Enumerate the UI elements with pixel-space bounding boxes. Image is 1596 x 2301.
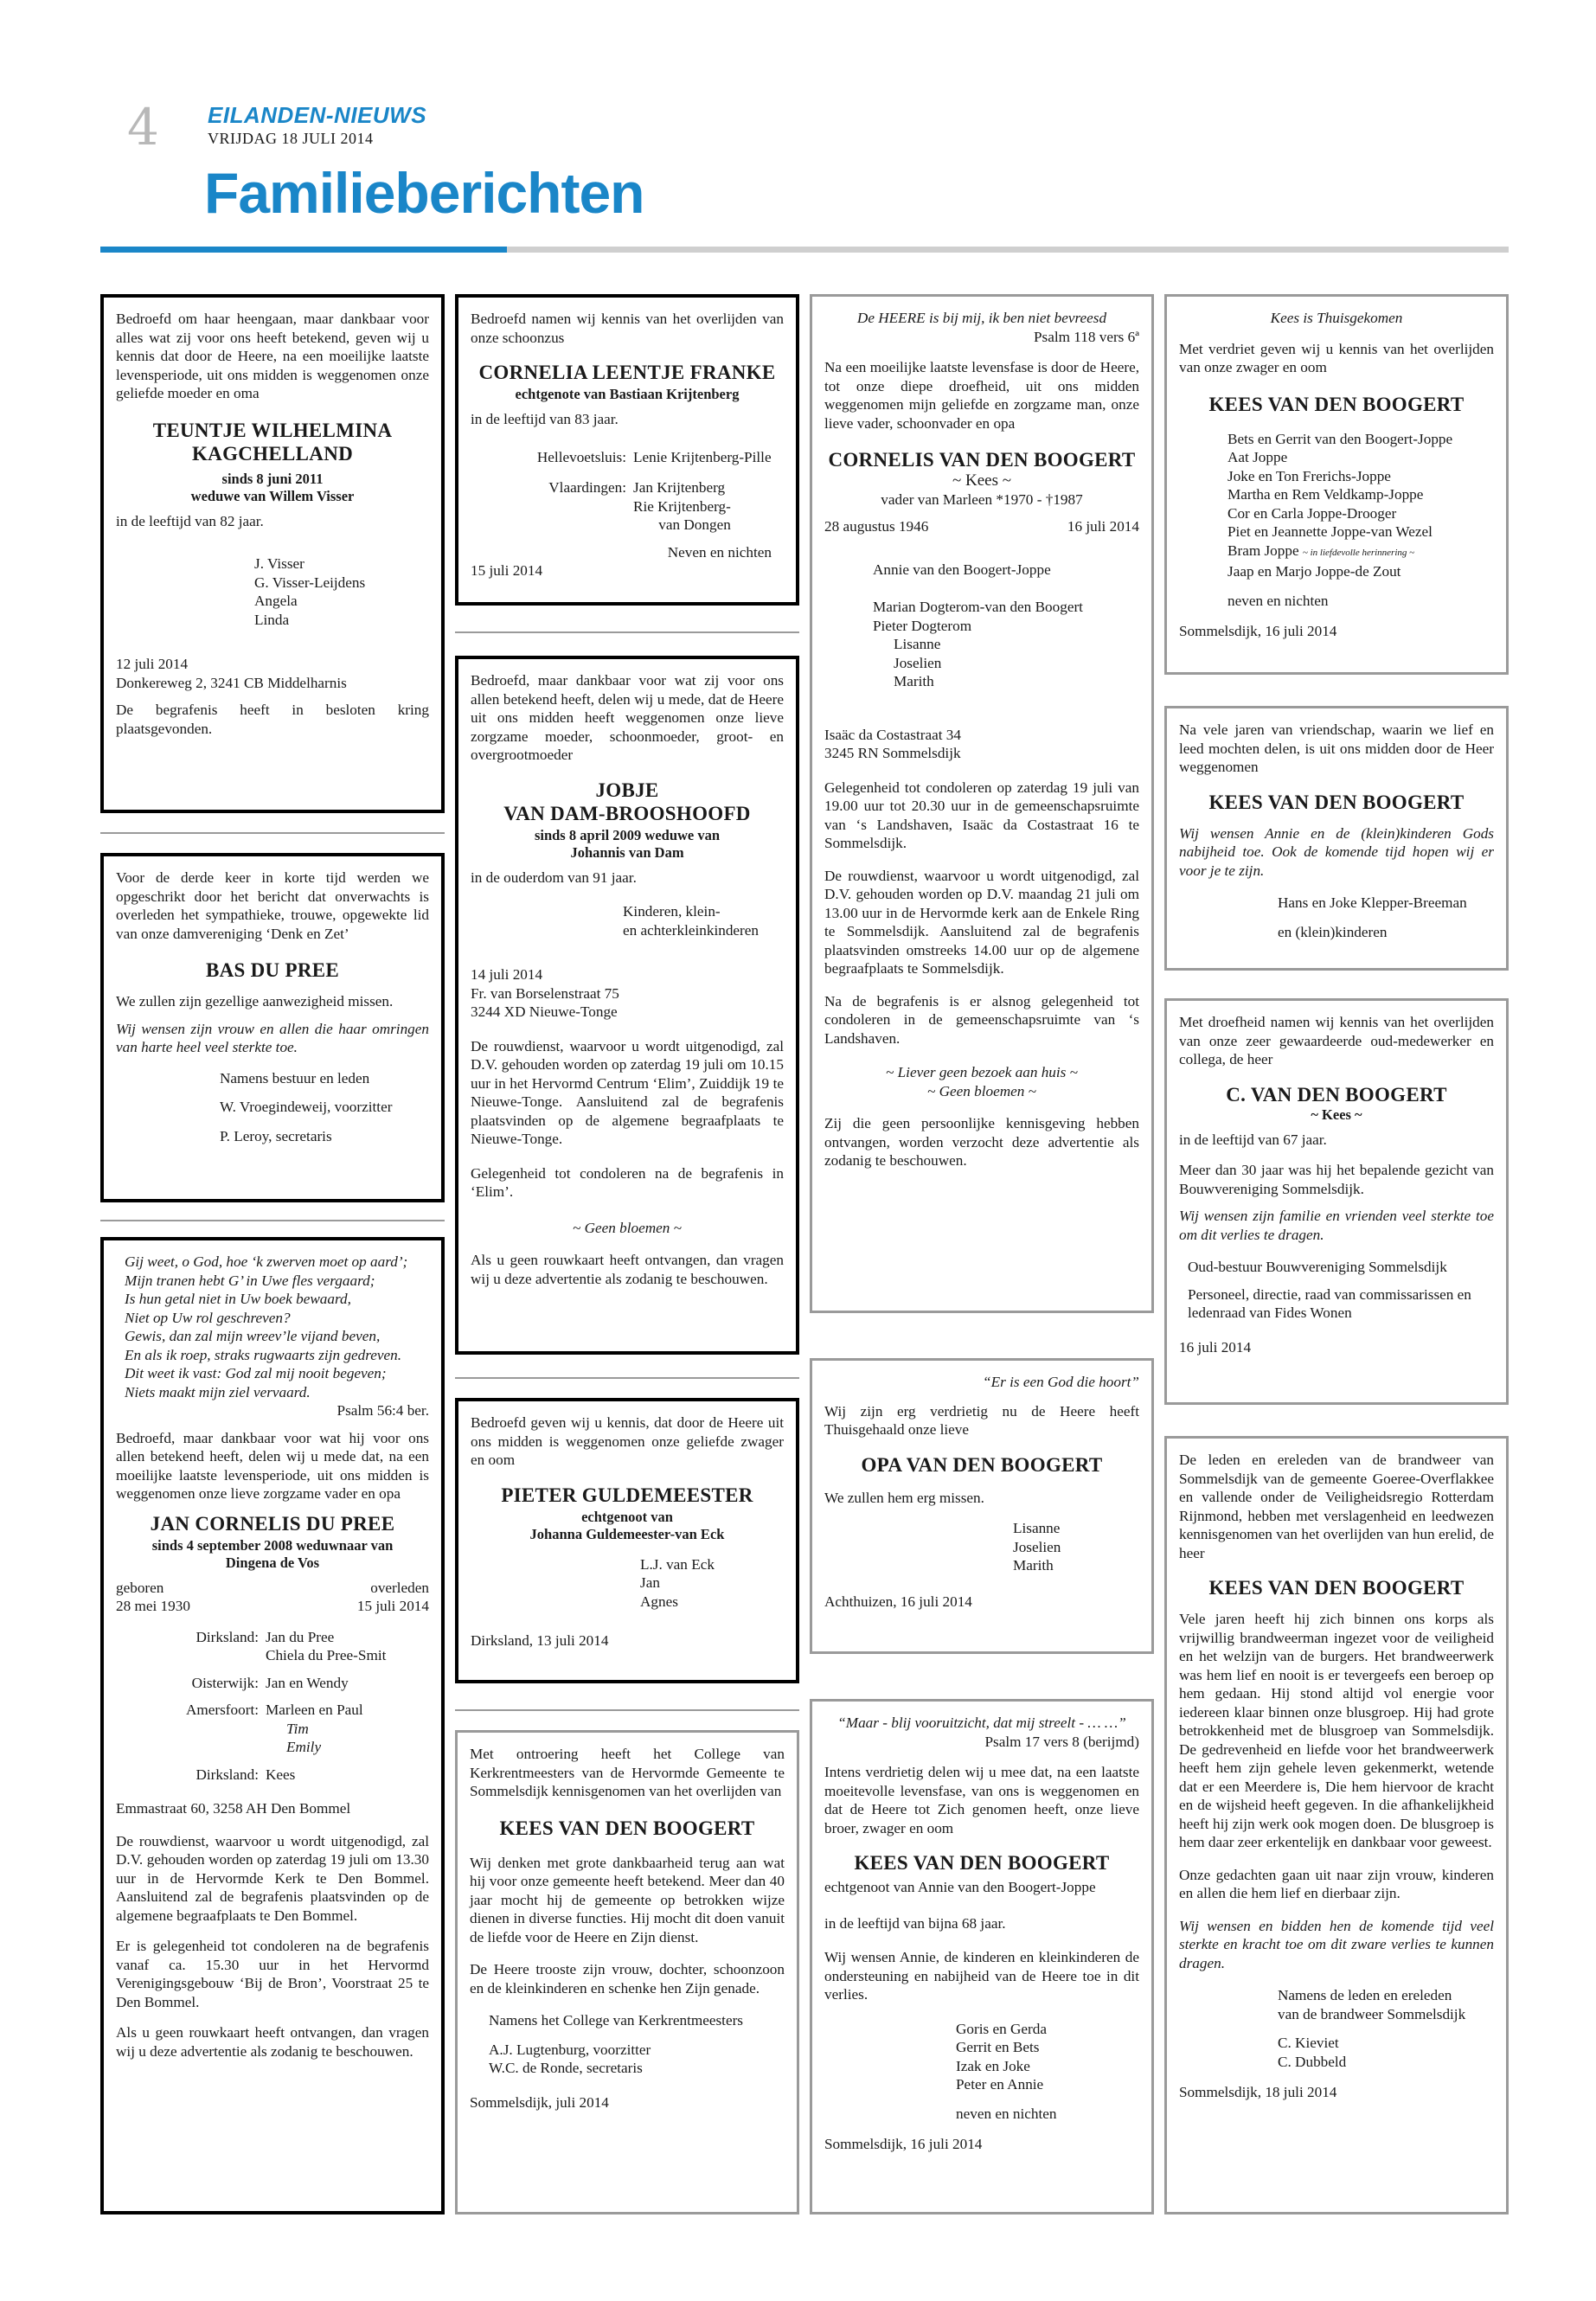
poem-line: Gewis, dan zal mijn wreev’le vijand beven,: [125, 1328, 381, 1344]
ad-address: 3245 RN Sommelsdijk: [824, 745, 961, 761]
family-member: en achterkleinkinderen: [623, 921, 759, 939]
ad-intro: De leden en ereleden van de brandweer van Sommelsdijk van de gemeente Goeree-Overflakkee en vallende onder de Veiligheidsregio Rotterdam Rijnmond, hebben met verslagenheid en leedwezen kennisgenomen van het overlijden van hun erelid, de heer: [1179, 1452, 1494, 1561]
ad-date: Dirksland, 13 juli 2014: [471, 1632, 609, 1649]
obituary-teuntje-kagchelland: [100, 294, 445, 813]
family-place: Dirksland:: [195, 1628, 259, 1645]
spouse-line: echtgenoot van: [581, 1508, 673, 1525]
spouse-line: echtgenoot van Annie van den Boogert-Joppe: [824, 1879, 1096, 1895]
age-line: in de ouderdom van 91 jaar.: [471, 868, 637, 886]
no-flowers: ~ Geen bloemen ~: [573, 1219, 682, 1236]
page-number: 4: [127, 98, 159, 157]
ad-date: Achthuizen, 16 juli 2014: [824, 1593, 972, 1610]
family-member: Lisanne: [894, 636, 941, 652]
ad-date: 15 juli 2014: [471, 562, 543, 579]
family-member: Rie Krijtenberg-: [633, 497, 731, 515]
family-member: G. Visser-Leijdens: [254, 574, 366, 591]
ad-intro: Bedroefd namen wij kennis van het overlijden van onze schoonzus: [471, 311, 784, 346]
family-place: Hellevoetsluis:: [536, 448, 626, 465]
ad-body: Vele jaren heeft hij zich binnen ons korps als vrijwillig brandweerman ingezet voor de veiligheid en het welzijn van de burgers. Het brandweerwerk was hem lief en nooit is er tevergeefs een beroep op hem gedaan. Hij stond altijd vol energie voor iedereen klaar binnen onze blusgroep. Hij had grote betrokkenheid met de blusgroep van Sommelsdijk. De gedrevenheid en liefde voor het brandweerwerk heeft hem zijn gehele leven gekenmerkt, wetende dat er een Meerdere is, Die hem hiervoor de kracht en de wijsheid heeft gegeven. In die afhankelijkheid heeft hij zijn werk ook mogen doen. De blusgroep is hem daar zeer erkentelijk en dankbaar voor geweest.: [1179, 1611, 1494, 1850]
ad-date: 12 juli 2014: [116, 656, 189, 672]
ad-address: Fr. van Borselenstraat 75: [471, 984, 619, 1002]
ad-closing: De begrafenis heeft in besloten kring plaatsgevonden.: [116, 702, 429, 737]
ad-wish: Wij wensen en bidden hen de komende tijd veel sterkte en kracht toe om dit zware verlies te kunnen dragen.: [1179, 1917, 1494, 1971]
header-rule-grey: [507, 247, 1509, 253]
signature-name: C. Kieviet: [1278, 2035, 1339, 2051]
signature-line: P. Leroy, secretaris: [220, 1127, 332, 1144]
family-member: Pieter Dogterom: [873, 617, 972, 634]
poem-line: Mijn tranen hebt G’ in Uwe fles vergaard;: [125, 1272, 375, 1289]
family-member: Cor en Carla Joppe-Drooger: [1227, 504, 1397, 522]
obituary-cornelia-franke: [455, 294, 799, 606]
signature-line: W. Vroegindeweij, voorzitter: [220, 1099, 393, 1115]
signature-line: W.C. de Ronde, secretaris: [489, 2060, 643, 2076]
bible-quote: “Maar - blij vooruitzicht, dat mij streelt - … …”: [837, 1715, 1126, 1731]
ad-date: 14 juli 2014: [471, 966, 543, 983]
psalm-reference: Psalm 56:4 ber.: [337, 1402, 429, 1419]
bible-quote: De HEERE is bij mij, ik ben niet bevreesd: [856, 310, 1107, 326]
signature-line: Personeel, directie, raad van commissarissen en ledenraad van Fides Wonen: [1188, 1285, 1471, 1321]
family-member: Kees: [266, 1766, 296, 1783]
father-of: vader van Marleen *1970 - †1987: [881, 490, 1083, 508]
family-member: Jan Krijtenberg: [633, 479, 726, 496]
condolence-info: Gelegenheid tot condoleren na de begrafenis in ‘Elim’.: [471, 1164, 784, 1200]
family-member: Joselien: [894, 654, 942, 671]
family-member: Joke en Ton Frerichs-Joppe: [1227, 467, 1391, 484]
ad-wish: Wij wensen Annie en de (klein)kinderen Gods nabijheid toe. Ook de komende tijd hopen wij er voor je te zijn.: [1179, 824, 1494, 879]
died-date: 15 juli 2014: [356, 1598, 429, 1614]
ad-line: We zullen zijn gezellige aanwezigheid missen.: [116, 993, 394, 1009]
obituary-kees-broer: [810, 1699, 1154, 2214]
died-label: overleden: [370, 1579, 429, 1596]
deceased-name: CORNELIS VAN DEN BOOGERT: [828, 449, 1136, 471]
deceased-name: KEES VAN DEN BOOGERT: [1208, 1577, 1465, 1599]
family-member: Izak en Joke: [956, 2057, 1030, 2074]
family-member: Jan du Pree: [266, 1628, 335, 1645]
family-member: Bram Joppe: [1227, 542, 1299, 559]
memory-note: ~ in liefdevolle herinnering ~: [1302, 547, 1415, 558]
ad-intro: Bedroefd geven wij u kennis, dat door de Heere uit ons midden is weggenomen onze geliefde zwager en oom: [471, 1414, 784, 1468]
family-member: Linda: [254, 611, 290, 628]
family-member: Lisanne: [1013, 1520, 1061, 1536]
deceased-name: JAN CORNELIS DU PREE: [150, 1512, 395, 1535]
family-member: Kinderen, klein-: [623, 903, 721, 920]
issue-date: VRIJDAG 18 JULI 2014: [208, 130, 374, 147]
separator: [455, 631, 799, 633]
separator: [455, 1709, 799, 1711]
deceased-name: PIETER GULDEMEESTER: [501, 1484, 753, 1506]
ad-address: Emmastraat 60, 3258 AH Den Bommel: [116, 1800, 351, 1817]
deceased-name: KEES VAN DEN BOOGERT: [499, 1817, 755, 1839]
obituary-bas-du-pree: [100, 853, 445, 1202]
signature-line: A.J. Lugtenburg, voorzitter: [489, 2041, 651, 2058]
ad-date: Sommelsdijk, 18 juli 2014: [1179, 2084, 1337, 2100]
ad-wish: Wij wensen Annie, de kinderen en kleinkinderen de ondersteuning en nabijheid van de Heere toe in dit verlies.: [824, 1949, 1139, 2003]
family-member: Marleen en Paul: [266, 1702, 363, 1718]
since-spouse: Johannis van Dam: [570, 843, 684, 861]
family-member: Aat Joppe: [1227, 449, 1288, 465]
family-member: Martha en Rem Veldkamp-Joppe: [1227, 486, 1424, 503]
signature-line: Oud-bestuur Bouwvereniging Sommelsdijk: [1188, 1259, 1447, 1275]
deceased-surname: VAN DAM-BROOSHOOFD: [503, 802, 751, 824]
signature-line: Hans en Joke Klepper-Breeman: [1278, 894, 1467, 911]
family-place: Dirksland:: [195, 1766, 259, 1783]
separator: [455, 1377, 799, 1379]
header-rule-blue: [100, 247, 507, 253]
bible-quote: Kees is Thuisgekomen: [1270, 310, 1403, 326]
poem-line: Gij weet, o God, hoe ‘k zwerven moet op aard’;: [125, 1253, 408, 1270]
condolence-info: Gelegenheid tot condoleren op zaterdag 19 juli van 19.00 uur tot 20.30 uur in de gemeenschapsruimte van ‘s Landshaven, Isaäc da Costastraat 16 te Sommelsdijk.: [824, 779, 1139, 851]
ad-address: 3244 XD Nieuwe-Tonge: [471, 1003, 618, 1020]
obituary-jobje-van-dam: [455, 656, 799, 1355]
age-line: in de leeftijd van 82 jaar.: [116, 512, 264, 529]
family-member: Bets en Gerrit van den Boogert-Joppe: [1227, 430, 1453, 447]
ad-address: Donkereweg 2, 3241 CB Middelharnis: [116, 674, 347, 691]
since-line: sinds 8 april 2009 weduwe van: [534, 826, 721, 843]
ad-intro: Wij zijn erg verdrietig nu de Heere heeft Thuisgehaald onze lieve: [824, 1402, 1139, 1438]
since-date: sinds 8 juni 2011: [221, 470, 324, 487]
no-visits: ~ Liever geen bezoek aan huis ~: [886, 1064, 1078, 1080]
obituary-cornelis-van-den-boogert: [810, 294, 1154, 1313]
ad-closing: Zij die geen persoonlijke kennisgeving hebben ontvangen, worden verzocht deze advertentie als zodanig te beschouwen.: [824, 1115, 1139, 1169]
poem-line: Is hun getal niet in Uw boek bewaard,: [125, 1291, 351, 1307]
widow-of: weduwe van Willem Visser: [190, 487, 355, 504]
nickname: ~ Kees ~: [952, 471, 1012, 490]
since-spouse: Dingena de Vos: [225, 1554, 320, 1571]
deceased-name: BAS DU PREE: [205, 959, 340, 981]
signature-name: C. Dubbeld: [1278, 2053, 1347, 2070]
family-member: Chiela du Pree-Smit: [266, 1647, 387, 1663]
ad-intro: Bedroefd om haar heengaan, maar dankbaar voor alles wat zij voor ons heeft betekend, geven wij u kennis dat door de Heere, na een moeilijke laatste levensperiode, uit ons midden is weggenomen onze geliefde moeder en oma: [116, 311, 429, 401]
obituary-opa-van-den-boogert: [810, 1358, 1154, 1654]
deceased-name: TEUNTJE WILHELMINA: [152, 419, 393, 441]
ad-wish: Wij wensen zijn vrouw en allen die haar omringen van harte heel veel sterkte toe.: [116, 1020, 429, 1055]
age-line: in de leeftijd van bijna 68 jaar.: [824, 1914, 1006, 1932]
family-member: L.J. van Eck: [640, 1555, 715, 1573]
deceased-name: KEES VAN DEN BOOGERT: [1208, 393, 1465, 415]
signature-line: Namens de leden en ereleden: [1278, 1987, 1452, 2003]
family-member: Jaap en Marjo Joppe-de Zout: [1227, 563, 1401, 580]
family-member: Annie van den Boogert-Joppe: [873, 561, 1051, 578]
poem-line: Dit weet ik vast: God zal mij nooit begeven;: [125, 1365, 387, 1381]
deceased-name: KEES VAN DEN BOOGERT: [1208, 791, 1465, 813]
spouse-name: Johanna Guldemeester-van Eck: [529, 1525, 725, 1542]
section-title: Familieberichten: [204, 161, 644, 225]
spouse-line: echtgenote van Bastiaan Krijtenberg: [515, 386, 740, 402]
ad-intro: Met verdriet geven wij u kennis van het overlijden van onze zwager en oom: [1179, 340, 1494, 375]
age-line: in de leeftijd van 83 jaar.: [471, 411, 619, 427]
ad-date: Sommelsdijk, juli 2014: [470, 2093, 609, 2111]
grandchild: Emily: [286, 1739, 322, 1755]
grandchild: Tim: [286, 1720, 309, 1737]
newspaper-logo: EILANDEN-NIEUWS: [208, 102, 427, 128]
ad-address: Isaäc da Costastraat 34: [824, 726, 961, 743]
age-line: in de leeftijd van 67 jaar.: [1179, 1131, 1327, 1148]
funeral-service: De rouwdienst, waarvoor u wordt uitgenodigd, zal D.V. gehouden worden op D.V. maandag 21 juli om 13.00 uur in de Hervormde kerk aan de Enkele Ring te Sommelsdijk. Aansluitend zal de begrafenis plaatsvinden omstreeks 14.00 uur op de algemene begraafplaats te Sommelsdijk.: [824, 867, 1139, 977]
poem-line: En als ik roep, straks rugwaarts zijn gedreven.: [125, 1346, 402, 1363]
psalm-reference: Psalm 17 vers 8 (berijmd): [984, 1733, 1139, 1750]
obituary-jan-cornelis-du-pree: [100, 1237, 445, 2214]
family-member: Goris en Gerda: [956, 2020, 1047, 2037]
ad-intro: Bedroefd, maar dankbaar voor wat zij voor ons allen betekend heeft, delen wij u mede, dat de Heere uit ons midden heeft weggenomen onze lieve zorgzame moeder, schoonmoeder, groot- en overgrootmoeder: [471, 672, 784, 763]
obituary-c-van-den-boogert: [1164, 998, 1509, 1405]
funeral-service: De rouwdienst, waarvoor u wordt uitgenodigd, zal D.V. gehouden worden op zaterdag 19 juli om 13.30 uur in de Hervormde Kerk te Den Bommel. Aansluitend zal de begrafenis plaatsvinden op de algemene begraafplaats te Den Bommel.: [116, 1832, 429, 1924]
bible-quote: “Er is een God die hoort”: [983, 1374, 1139, 1390]
deceased-name: JOBJE: [595, 779, 659, 801]
signature-line: en (klein)kinderen: [1278, 923, 1388, 940]
died-date: 16 juli 2014: [1067, 518, 1139, 535]
ad-closing: Als u geen rouwkaart heeft ontvangen, dan vragen wij u deze advertentie als zodanig te beschouwen.: [471, 1252, 784, 1287]
ad-intro: Met droefheid namen wij kennis van het overlijden van onze zeer gewaardeerde oud-medewerker en collega, de heer: [1179, 1014, 1494, 1067]
family-member: Peter en Annie: [956, 2076, 1044, 2093]
family-member: Jan en Wendy: [266, 1674, 349, 1691]
family-member: van Dongen: [658, 516, 731, 533]
ad-closing: Als u geen rouwkaart heeft ontvangen, dan vragen wij u deze advertentie als zodanig te beschouwen.: [116, 2024, 429, 2060]
funeral-service: De rouwdienst, waarvoor u wordt uitgenodigd, zal D.V. gehouden worden op zaterdag 19 juli om 10.15 uur in het Hervormd Centrum ‘Elim’, Zuiddijk 19 te Nieuwe-Tonge. Aansluitend zal de begrafenis plaatsvinden op de algemene begraafplaats te Nieuwe-Tonge.: [471, 1037, 784, 1147]
since-line: sinds 4 september 2008 weduwnaar van: [151, 1536, 394, 1554]
ad-intro: Met ontroering heeft het College van Kerkrentmeesters van de Hervormde Gemeente te Sommelsdijk kennisgenomen van het overlijden van: [470, 1746, 785, 1799]
ad-wish: De Heere trooste zijn vrouw, dochter, schoonzoon en de kleinkinderen en schenke hen Zijn genade.: [470, 1961, 785, 1997]
poem-line: Niets maakt mijn ziel vervaard.: [125, 1383, 311, 1400]
obituary-kees-vriendschap: [1164, 706, 1509, 971]
ad-date: Sommelsdijk, 16 juli 2014: [824, 2136, 983, 2152]
ad-body: Meer dan 30 jaar was hij het bepalende gezicht van Bouwvereniging Sommelsdijk.: [1179, 1162, 1494, 1197]
ad-intro: Intens verdrietig delen wij u mee dat, na een laatste moeitevolle levensfase, van ons is weggenomen en dat de Heere tot Zich genomen heeft, onze lieve broer, zwager en oom: [824, 1764, 1139, 1836]
nephews-nieces: neven en nichten: [1227, 592, 1329, 609]
family-member: Marith: [1013, 1557, 1054, 1574]
family-member: Gerrit en Bets: [956, 2039, 1040, 2055]
ad-date: Sommelsdijk, 16 juli 2014: [1179, 623, 1337, 639]
born-date: 28 augustus 1946: [824, 518, 929, 535]
family-place: Amersfoort:: [185, 1702, 259, 1718]
ad-intro: Bedroefd, maar dankbaar voor wat hij voor ons allen betekend heeft, delen wij u mede dat, na een moeilijke laatste levensperiode, uit ons midden is weggenomen onze lieve zorgzame vader en opa: [116, 1429, 429, 1502]
family-member: Joselien: [1013, 1538, 1061, 1555]
family-member: Piet en Jeannette Joppe-van Wezel: [1227, 523, 1433, 540]
ad-intro: Na een moeilijke laatste levensfase is door de Heere, tot onze diepe droefheid, uit ons midden weggenomen mijn geliefde en zorgzame man, onze lieve vader, schoonvader en opa: [824, 359, 1139, 432]
family-member: Marith: [894, 673, 934, 689]
deceased-name: CORNELIA LEENTJE FRANKE: [478, 362, 776, 383]
ad-date: 16 juli 2014: [1179, 1338, 1252, 1356]
deceased-name: KEES VAN DEN BOOGERT: [854, 1852, 1110, 1874]
nephews-nieces: Neven en nichten: [667, 543, 772, 561]
family-member: Lenie Krijtenberg-Pille: [633, 448, 772, 465]
obituary-kerkrentmeesters: [455, 1730, 799, 2214]
deceased-surname: KAGCHELLAND: [191, 442, 354, 465]
family-member: Agnes: [640, 1593, 678, 1610]
nickname: ~ Kees ~: [1311, 1106, 1362, 1123]
deceased-name: OPA VAN DEN BOOGERT: [861, 1453, 1103, 1476]
deceased-name: C. VAN DEN BOOGERT: [1226, 1083, 1447, 1106]
obituary-pieter-guldemeester: [455, 1398, 799, 1683]
born-date: 28 mei 1930: [116, 1598, 190, 1614]
separator: [100, 1220, 445, 1221]
separator: [100, 832, 445, 834]
ad-thoughts: Onze gedachten gaan uit naar zijn vrouw, kinderen en allen die hem lief en dierbaar zijn.: [1179, 1866, 1494, 1901]
after-funeral: Na de begrafenis is er alsnog gelegenheid tot condoleren in de gemeenschapsruimte van ‘s Landshaven.: [824, 992, 1139, 1047]
obituary-brandweer-sommelsdijk: [1164, 1436, 1509, 2214]
no-flowers: ~ Geen bloemen ~: [927, 1082, 1036, 1099]
ad-intro: Na vele jaren van vriendschap, waarin we lief en leed mochten delen, is uit ons midden door de Heer weggenomen: [1179, 721, 1494, 775]
family-member: Jan: [640, 1574, 660, 1591]
signature-line: van de brandweer Sommelsdijk: [1278, 2005, 1466, 2022]
family-place: Oisterwijk:: [191, 1674, 259, 1691]
family-member: Angela: [254, 593, 298, 609]
ad-intro: Voor de derde keer in korte tijd werden we opgeschrikt door het bericht dat onverwachts is overleden het sympathieke, trouwe, opgewekte lid van onze damvereniging ‘Denk en Zet’: [116, 869, 429, 942]
family-member: Marian Dogterom-van den Boogert: [873, 599, 1083, 615]
signature-line: Namens bestuur en leden: [220, 1069, 370, 1086]
poem-line: Niet op Uw rol geschreven?: [125, 1309, 291, 1326]
condolence-info: Er is gelegenheid tot condoleren na de begrafenis vanaf ca. 15.30 uur in het Hervormd Verenigingsgebouw ‘Bij de Bron’, Voorstraat 25 te Den Bommel.: [116, 1938, 429, 2010]
obituary-kees-thuisgekomen: [1164, 294, 1509, 675]
born-label: geboren: [116, 1579, 164, 1596]
psalm-reference: Psalm 118 vers 6ª: [1033, 328, 1139, 345]
ad-line: We zullen hem erg missen.: [824, 1489, 984, 1506]
ad-body: Wij denken met grote dankbaarheid terug aan wat hij voor onze gemeente heeft betekend. Meer dan 40 jaar mocht hij de gemeente op betrokken wijze dienen in diverse functies. Hij mocht dit doen vanuit de liefde voor de Heere en Zijn dienst.: [470, 1854, 785, 1945]
nephews-nieces: neven en nichten: [956, 2105, 1057, 2122]
signature-line: Namens het College van Kerkrentmeesters: [489, 2012, 743, 2029]
family-place: Vlaardingen:: [548, 479, 626, 496]
family-member: J. Visser: [254, 555, 304, 572]
ad-wish: Wij wensen zijn familie en vrienden veel sterkte toe om dit verlies te dragen.: [1179, 1208, 1494, 1243]
